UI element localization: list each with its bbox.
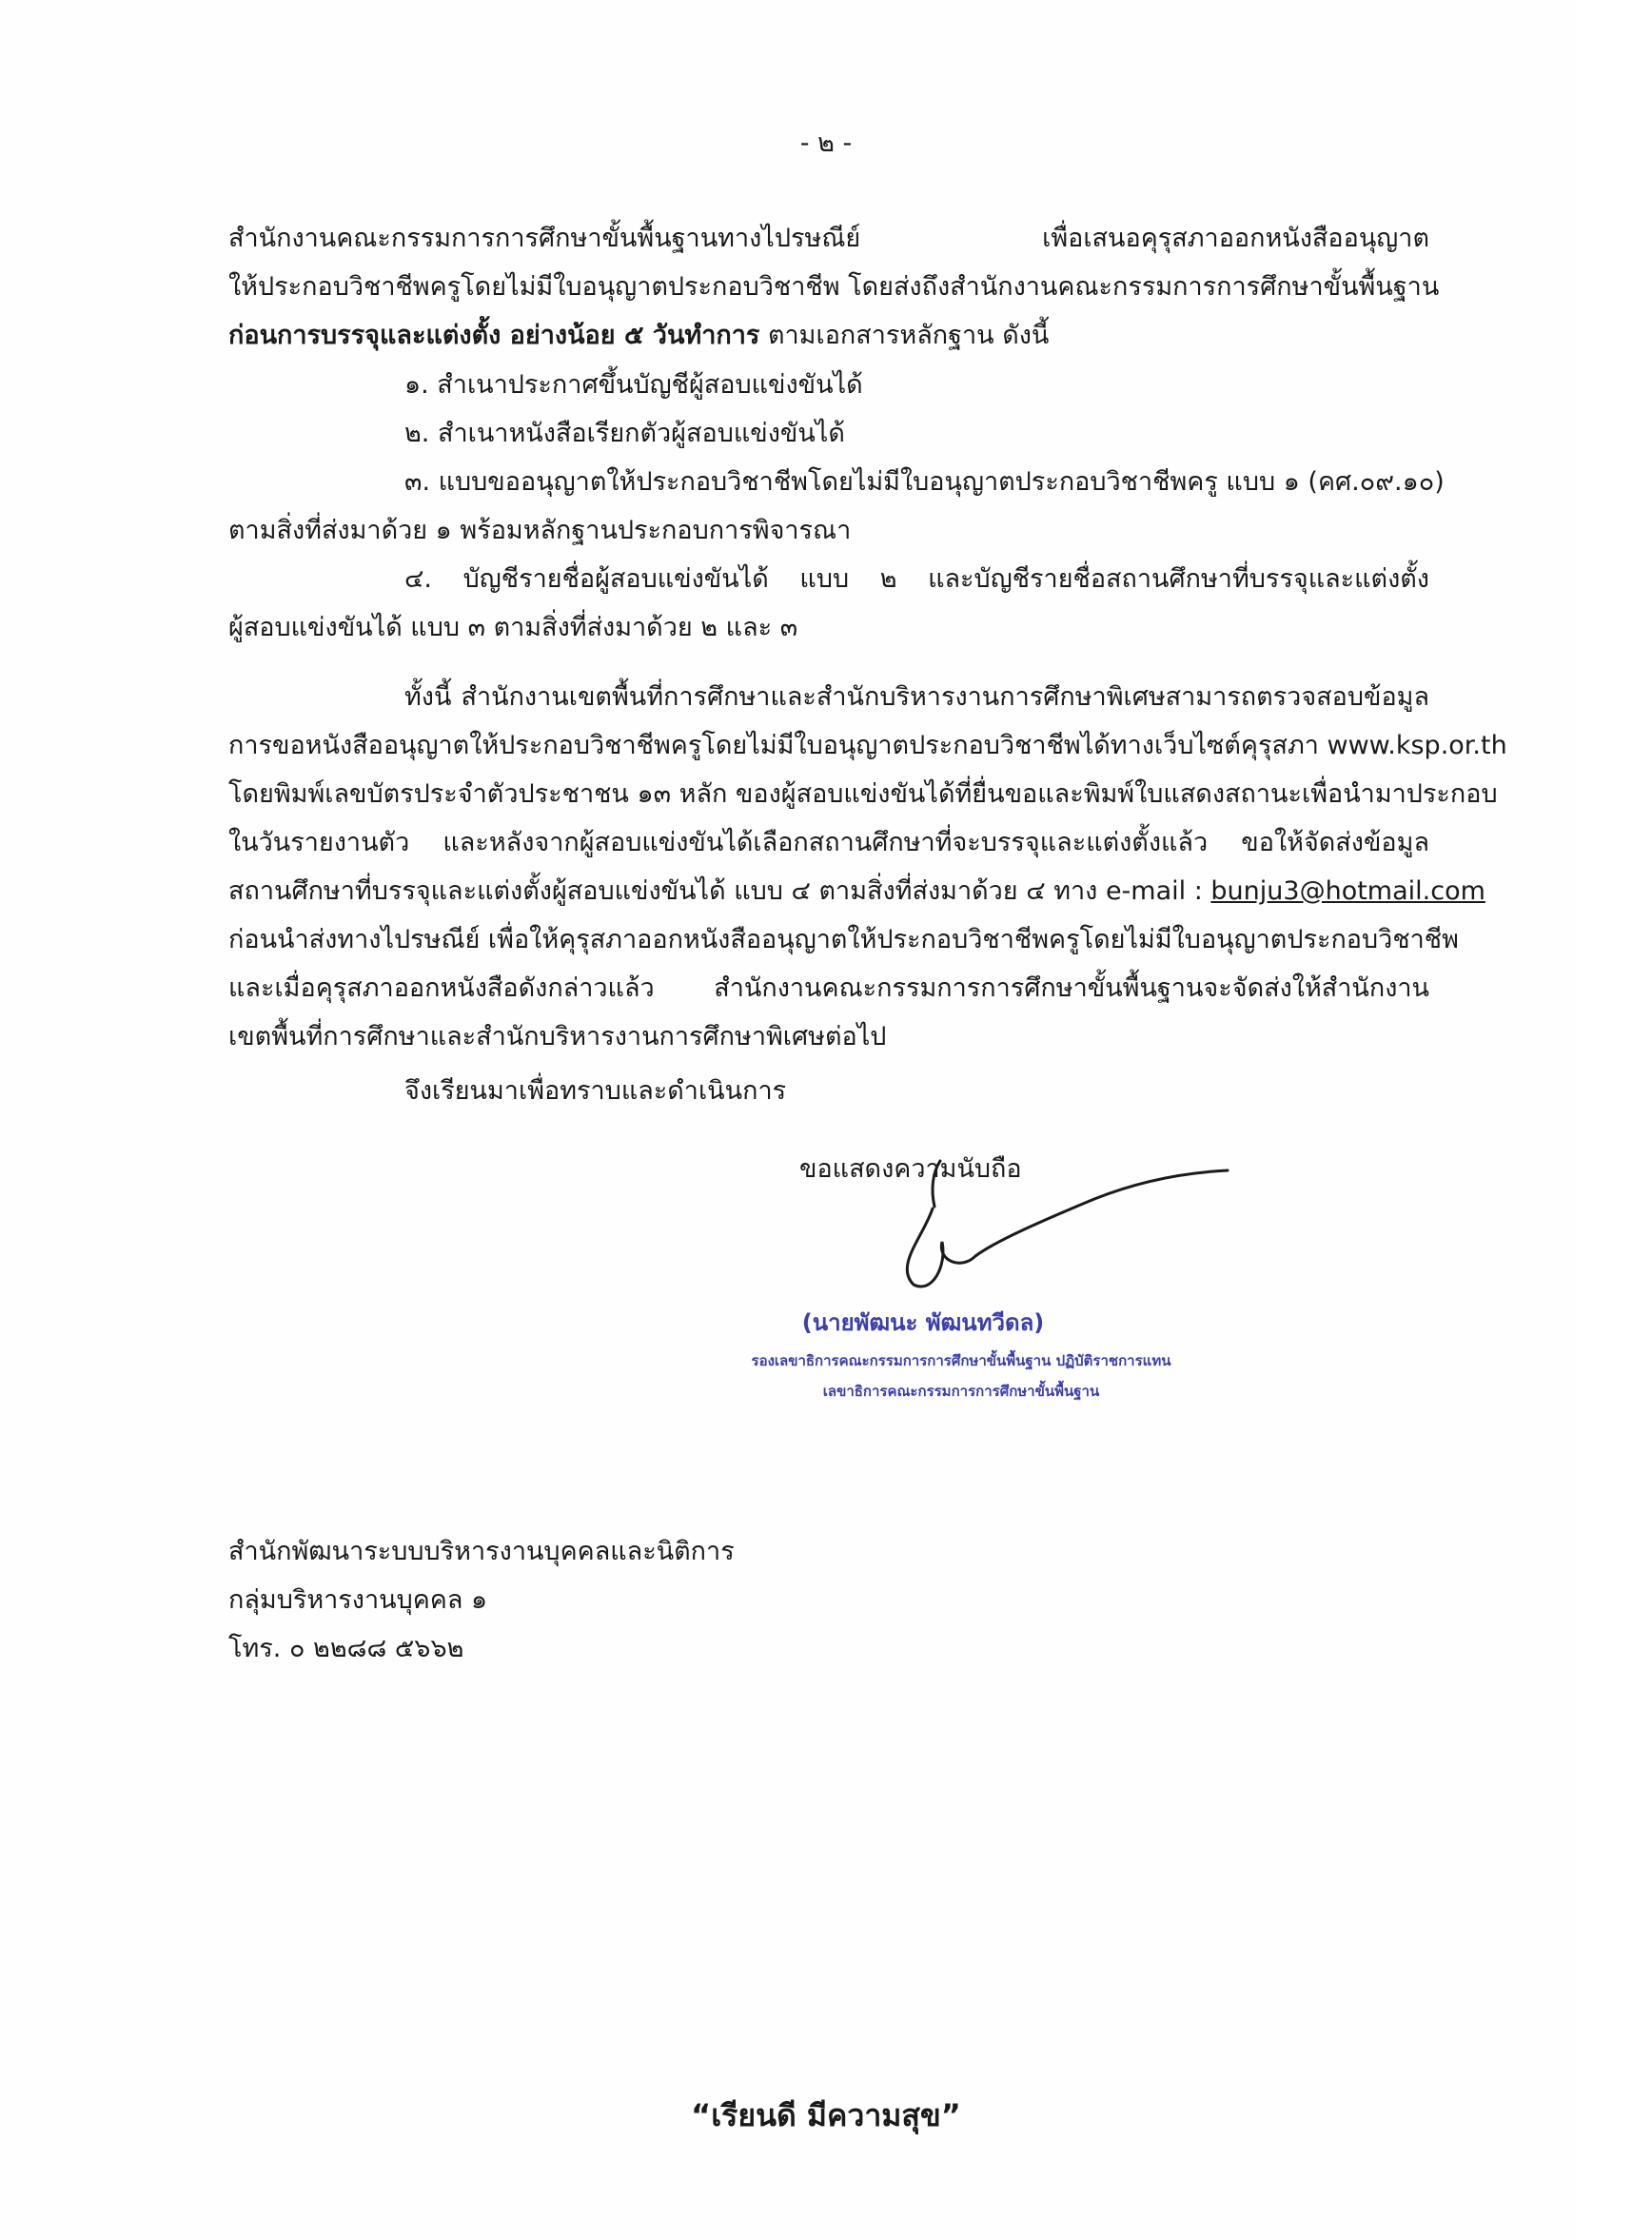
email-link[interactable]: bunju3@hotmail.com [1210, 876, 1485, 906]
list-item-4-line-1: ๔. บัญชีรายชื่อผู้สอบแข่งขันได้ แบบ ๒ และบัญชีรายชื่อสถานศึกษาที่บรรจุและแต่งตั้ง [404, 564, 1429, 594]
request-line: จึงเรียนมาเพื่อทราบและดำเนินการ [404, 1076, 787, 1106]
paragraph-2-line-5-text: สถานศึกษาที่บรรจุและแต่งตั้งผู้สอบแข่งขันได้ แบบ ๔ ตามสิ่งที่ส่งมาด้วย ๔ ทาง e-mail : [228, 876, 1211, 906]
list-item-3-line-2: ตามสิ่งที่ส่งมาด้วย ๑ พร้อมหลักฐานประกอบการพิจารณา [228, 516, 852, 545]
page-number: - ๒ - [799, 128, 853, 158]
handwritten-signature [875, 1151, 1237, 1304]
paragraph-2-line-4: ในวันรายงานตัว และหลังจากผู้สอบแข่งขันได้เลือกสถานศึกษาที่จะบรรจุและแต่งตั้งแล้ว ขอให้จัดส่งข้อมูล [228, 828, 1429, 857]
closing-salutation: ขอแสดงความนับถือ [799, 1154, 1022, 1184]
list-item-4-line-2: ผู้สอบแข่งขันได้ แบบ ๓ ตามสิ่งที่ส่งมาด้วย ๒ และ ๓ [228, 613, 798, 642]
deadline-emphasis: ก่อนการบรรจุและแต่งตั้ง อย่างน้อย ๕ วันทำการ [228, 321, 760, 350]
paragraph-2-line-6: ก่อนนำส่งทางไปรษณีย์ เพื่อให้คุรุสภาออกหนังสืออนุญาตให้ประกอบวิชาชีพครูโดยไม่มีใบอนุญาตประกอบวิชาชีพ [228, 925, 1459, 954]
paragraph-2-line-8: เขตพื้นที่การศึกษาและสำนักบริหารงานการศึกษาพิเศษต่อไป [228, 1022, 887, 1051]
paragraph-2-line-1: ทั้งนี้ สำนักงานเขตพื้นที่การศึกษาและสำนักบริหารงานการศึกษาพิเศษสามารถตรวจสอบข้อมูล [404, 682, 1429, 712]
list-item-1: ๑. สำเนาประกาศขึ้นบัญชีผู้สอบแข่งขันได้ [404, 370, 863, 400]
signatory-title-line-1: รองเลขาธิการคณะกรรมการการศึกษาขั้นพื้นฐาน ปฏิบัติราชการแทน [751, 1352, 1171, 1369]
paragraph-1-line-3 [228, 314, 1429, 355]
paragraph-2-line-3: โดยพิมพ์เลขบัตรประจำตัวประชาชน ๑๓ หลัก ของผู้สอบแข่งขันได้ที่ยื่นขอและพิมพ์ใบแสดงสถานะเพื่อนำมาประกอบ [228, 779, 1498, 809]
paragraph-2-line-5 [228, 870, 1485, 911]
list-item-2: ๒. สำเนาหนังสือเรียกตัวผู้สอบแข่งขันได้ [404, 419, 845, 448]
paragraph-1-line-3-rest: ตามเอกสารหลักฐาน ดังนี้ [759, 321, 1050, 350]
footer-phone: โทร. ๐ ๒๒๘๘ ๕๖๖๒ [228, 1634, 464, 1663]
motto: “เรียนดี มีความสุข” [691, 2097, 961, 2133]
signatory-name: (นายพัฒนะ พัฒนทวีดล) [801, 1309, 1045, 1336]
paragraph-2-line-2: การขอหนังสืออนุญาตให้ประกอบวิชาชีพครูโดยไม่มีใบอนุญาตประกอบวิชาชีพได้ทางเว็บไซต์คุรุสภา www.ksp.or.th [228, 731, 1507, 760]
paragraph-2-line-7: และเมื่อคุรุสภาออกหนังสือดังกล่าวแล้ว สำนักงานคณะกรรมการการศึกษาขั้นพื้นฐานจะจัดส่งให้สำนักงาน [228, 973, 1429, 1003]
list-item-3-line-1: ๓. แบบขออนุญาตให้ประกอบวิชาชีพโดยไม่มีใบอนุญาตประกอบวิชาชีพครู แบบ ๑ (คศ.๐๙.๑๐) [404, 467, 1445, 497]
signatory-title-line-2: เลขาธิการคณะกรรมการการศึกษาขั้นพื้นฐาน [822, 1383, 1100, 1400]
paragraph-1-line-2: ให้ประกอบวิชาชีพครูโดยไม่มีใบอนุญาตประกอบวิชาชีพ โดยส่งถึงสำนักงานคณะกรรมการการศึกษาขั้นพื้นฐาน [228, 272, 1440, 302]
footer-group: กลุ่มบริหารงานบุคคล ๑ [228, 1585, 488, 1615]
footer-office: สำนักพัฒนาระบบบริหารงานบุคคลและนิติการ [228, 1537, 735, 1566]
paragraph-1-line-1: สำนักงานคณะกรรมการการศึกษาขั้นพื้นฐานทางไปรษณีย์ เพื่อเสนอคุรุสภาออกหนังสืออนุญาต [228, 224, 1429, 253]
